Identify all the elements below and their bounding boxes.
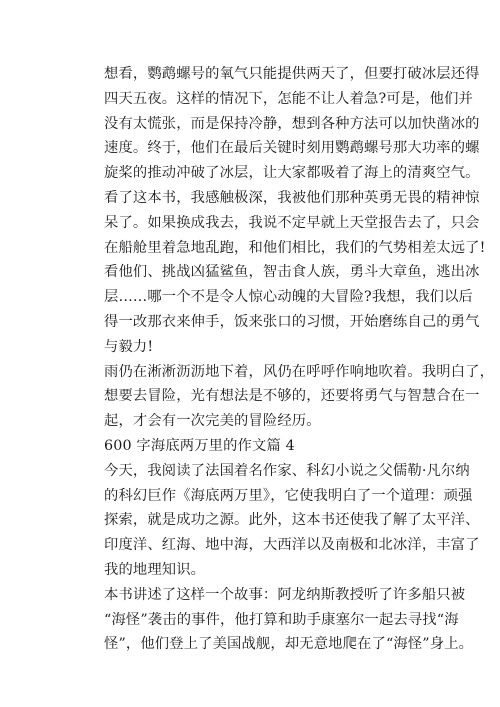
text-line: 我的地理知识。 — [104, 561, 206, 578]
text-line: “海怪”袭击的事件，他打算和助手康塞尔一起去寻找“海 — [104, 611, 459, 628]
document-body — [104, 62, 495, 657]
text-line: 在船舱里着急地乱跑，和他们相比，我们的气势相差太远了! — [104, 239, 486, 256]
text-line: 怪”，他们登上了美国战舰，却无意地爬在了“海怪”身上。 — [104, 636, 474, 653]
text-line: 得一改那衣来伸手，饭来张口的习惯，开始磨练自己的勇气 — [104, 313, 480, 330]
text-line: 探索，就是成功之源。此外，这本书还使我了解了太平洋、 — [104, 512, 480, 529]
text-line: 想看，鹦鹉螺号的氧气只能提供两天了，但要打破冰层还得 — [104, 66, 480, 82]
paragraph-1 — [104, 62, 486, 360]
text-line: 今天，我阅读了法国着名作家、科幻小说之父儒勒·凡尔纳 — [104, 462, 470, 479]
text-line: 印度洋、红海、地中海，大西洋以及南极和北冰洋，丰富了 — [104, 537, 480, 554]
paragraph-3 — [104, 459, 480, 583]
paragraph-4 — [104, 583, 474, 657]
text-line: 没有太慌张，而是保持冷静，想到各种方法可以加快凿冰的 — [104, 115, 480, 132]
text-line: 四天五夜。这样的情况下，怎能不让人着急?可是，他们并 — [104, 90, 473, 107]
text-line: 与毅力! — [104, 338, 154, 355]
text-line: 起，才会有一次完美的冒险经历。 — [104, 413, 321, 430]
paragraph-2 — [104, 360, 495, 434]
text-line: 看了这本书，我感触极深，我被他们那种英勇无畏的精神惊 — [104, 189, 480, 206]
text-line: 想要去冒险，光有想法是不够的，还要将勇气与智慧合在一 — [104, 388, 480, 405]
text-line: 雨仍在淅淅沥沥地下着，风仍在呼呼作响地吹着。我明白了， — [104, 363, 495, 380]
text-line: 看他们、挑战凶猛鲨鱼，智击食人族，勇斗大章鱼，逃出冰 — [104, 264, 480, 281]
text-line: 本书讲述了这样一个故事：阿龙纳斯教授听了许多船只被 — [104, 586, 466, 603]
section-heading: 600 字海底两万里的作文篇 4 — [104, 437, 295, 454]
text-line: 的科幻巨作《海底两万里》，它使我明白了一个道理：顽强 — [104, 487, 473, 504]
text-line: 层……哪一个不是令人惊心动魄的大冒险?我想，我们以后 — [104, 289, 473, 306]
text-line: 呆了。如果换成我去，我说不定早就上天堂报告去了，只会 — [104, 214, 480, 231]
text-line: 速度。终于，他们在最后关键时刻用鹦鹉螺号那大功率的螺 — [104, 140, 480, 157]
text-line: 旋桨的推动冲破了冰层，让大家都吸着了海上的清爽空气。 — [104, 165, 480, 182]
